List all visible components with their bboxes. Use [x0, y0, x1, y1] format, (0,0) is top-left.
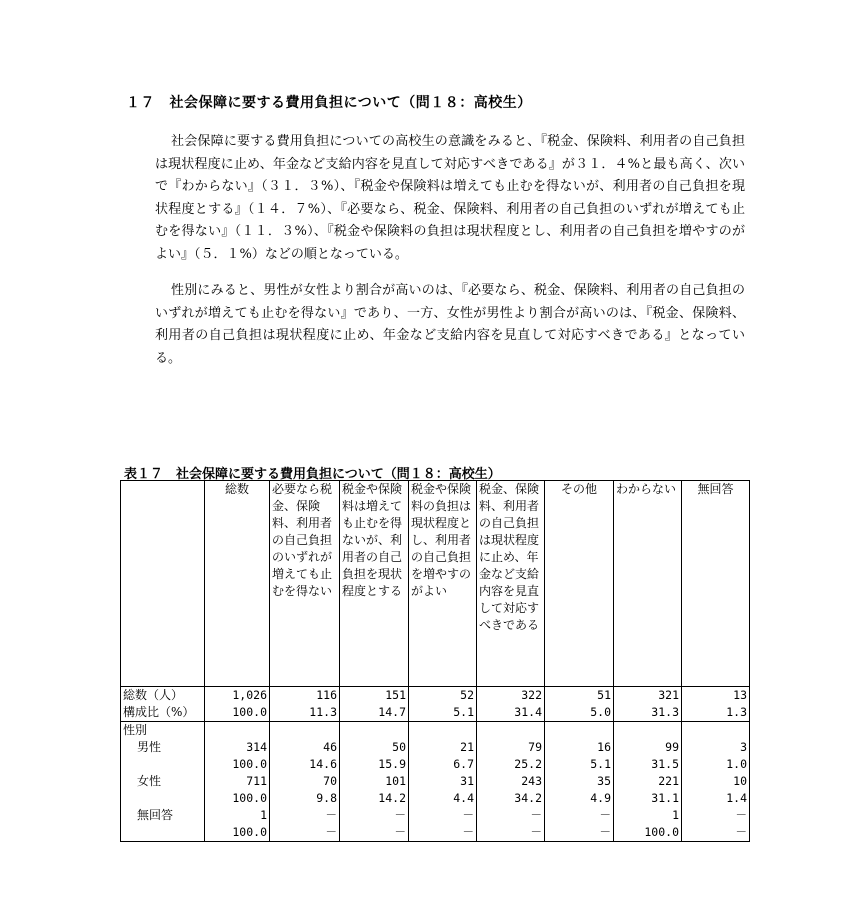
row-label: 女性 [121, 773, 205, 790]
table-cell: 25.2 [477, 756, 545, 773]
table-cell: 321 [614, 687, 682, 705]
male-percent-row [121, 756, 750, 773]
table-cell: 50 [340, 739, 409, 756]
table-cell: 31.5 [614, 756, 682, 773]
table-cell: － [477, 807, 545, 824]
header-option-4: 税金、保険料、利用者の自己負担は現状程度に止め、年金など支給内容を見直して対応すべきである [477, 481, 545, 687]
header-option-1: 必要なら税金、保険料、利用者の自己負担のいずれが増えても止むを得ない [270, 481, 340, 687]
section-label-row [121, 722, 750, 740]
table-cell: 1 [614, 807, 682, 824]
table-cell: 31.3 [614, 704, 682, 722]
total-row [121, 687, 750, 705]
table-cell: 1 [205, 807, 270, 824]
table-cell: 100.0 [205, 704, 270, 722]
table-cell: － [340, 824, 409, 842]
table-cell: 4.9 [545, 790, 614, 807]
table-cell: － [340, 807, 409, 824]
table-cell: 11.3 [270, 704, 340, 722]
table-cell: 52 [409, 687, 477, 705]
row-label: 無回答 [121, 807, 205, 824]
row-label: 男性 [121, 739, 205, 756]
table-cell: 4.4 [409, 790, 477, 807]
table-cell: 100.0 [205, 824, 270, 842]
table-cell: 100.0 [205, 756, 270, 773]
header-no-answer: 無回答 [682, 481, 750, 687]
table-cell: 322 [477, 687, 545, 705]
table-cell: 9.8 [270, 790, 340, 807]
female-count-row [121, 773, 750, 790]
table-cell: 243 [477, 773, 545, 790]
table-cell: 14.6 [270, 756, 340, 773]
table-cell: 5.1 [545, 756, 614, 773]
paragraph-gender: 性別にみると、男性が女性より割合が高いのは、『必要なら、税金、保険料、利用者の自己負担のいずれが増えても止むを得ない』であり、一方、女性が男性より割合が高いのは、『税金、保険料、利用者の自己負担は現状程度に止め、年金など支給内容を見直して対応すべきである』となっている。 [155, 283, 745, 366]
header-corner [121, 481, 205, 687]
table-cell: 1.0 [682, 756, 750, 773]
row-label: 構成比（%） [121, 704, 205, 722]
no-answer-count-row [121, 807, 750, 824]
header-other: その他 [545, 481, 614, 687]
table-cell: 5.0 [545, 704, 614, 722]
table-cell: 14.2 [340, 790, 409, 807]
table-cell: 79 [477, 739, 545, 756]
female-percent-row [121, 790, 750, 807]
table-cell: 46 [270, 739, 340, 756]
ratio-row [121, 704, 750, 722]
table-cell: 3 [682, 739, 750, 756]
table-cell: 6.7 [409, 756, 477, 773]
table-cell: 116 [270, 687, 340, 705]
table-cell: 100.0 [614, 824, 682, 842]
table-cell: 711 [205, 773, 270, 790]
table-cell: 34.2 [477, 790, 545, 807]
table-cell: 70 [270, 773, 340, 790]
table-cell: － [409, 824, 477, 842]
table-cell: 5.1 [409, 704, 477, 722]
table-cell: 31 [409, 773, 477, 790]
section-heading: １７ 社会保障に要する費用負担について（問１８：高校生） [126, 95, 532, 111]
table-cell: － [270, 824, 340, 842]
header-option-2: 税金や保険料は増えても止むを得ないが、利用者の自己負担を現状程度とする [340, 481, 409, 687]
table-cell: 16 [545, 739, 614, 756]
table-cell: 314 [205, 739, 270, 756]
no-answer-percent-row [121, 824, 750, 842]
survey-table [120, 480, 750, 842]
table-cell: 221 [614, 773, 682, 790]
table-cell: 31.4 [477, 704, 545, 722]
table-cell: － [682, 807, 750, 824]
row-label: 総数（人） [121, 687, 205, 705]
table-cell: 21 [409, 739, 477, 756]
table-cell: 13 [682, 687, 750, 705]
table-cell: 100.0 [205, 790, 270, 807]
table-cell: 1.3 [682, 704, 750, 722]
table-header-row [121, 481, 750, 687]
table-cell: 1,026 [205, 687, 270, 705]
table-cell: － [409, 807, 477, 824]
header-dont-know: わからない [614, 481, 682, 687]
header-option-3: 税金や保険料の負担は現状程度とし、利用者の自己負担を増やすのがよい [409, 481, 477, 687]
table-cell: － [477, 824, 545, 842]
table-cell: － [682, 824, 750, 842]
table-cell: 31.1 [614, 790, 682, 807]
table-cell: 99 [614, 739, 682, 756]
section-label: 性別 [121, 722, 205, 740]
table-cell: 151 [340, 687, 409, 705]
table-cell: 10 [682, 773, 750, 790]
table-cell: 51 [545, 687, 614, 705]
table-caption: 表１７ 社会保障に要する費用負担について（問１８：高校生） [124, 467, 501, 482]
male-count-row [121, 739, 750, 756]
table-cell: － [545, 824, 614, 842]
table-cell: 14.7 [340, 704, 409, 722]
table-cell: － [545, 807, 614, 824]
table-cell: 1.4 [682, 790, 750, 807]
table-cell: 35 [545, 773, 614, 790]
paragraph-overview: 社会保障に要する費用負担についての高校生の意識をみると、『税金、保険料、利用者の自己負担は現状程度に止め、年金など支給内容を見直して対応すべきである』が３１．４%と最も高く、次いで『わからない』（３１．３%）、『税金や保険料は増えても止むを得ないが、利用者の自己負担を現状程度とする』（１４．７%）、『必要なら、税金、保険料、利用者の自己負担のいずれが増えても止むを得ない』（１１．３%）、『税金や保険料の負担は現状程度とし、利用者の自己負担を増やすのがよい』（５．１%）などの順となっている。 [155, 134, 745, 262]
header-total: 総数 [205, 481, 270, 687]
table-cell: － [270, 807, 340, 824]
table-cell: 15.9 [340, 756, 409, 773]
table-cell: 101 [340, 773, 409, 790]
